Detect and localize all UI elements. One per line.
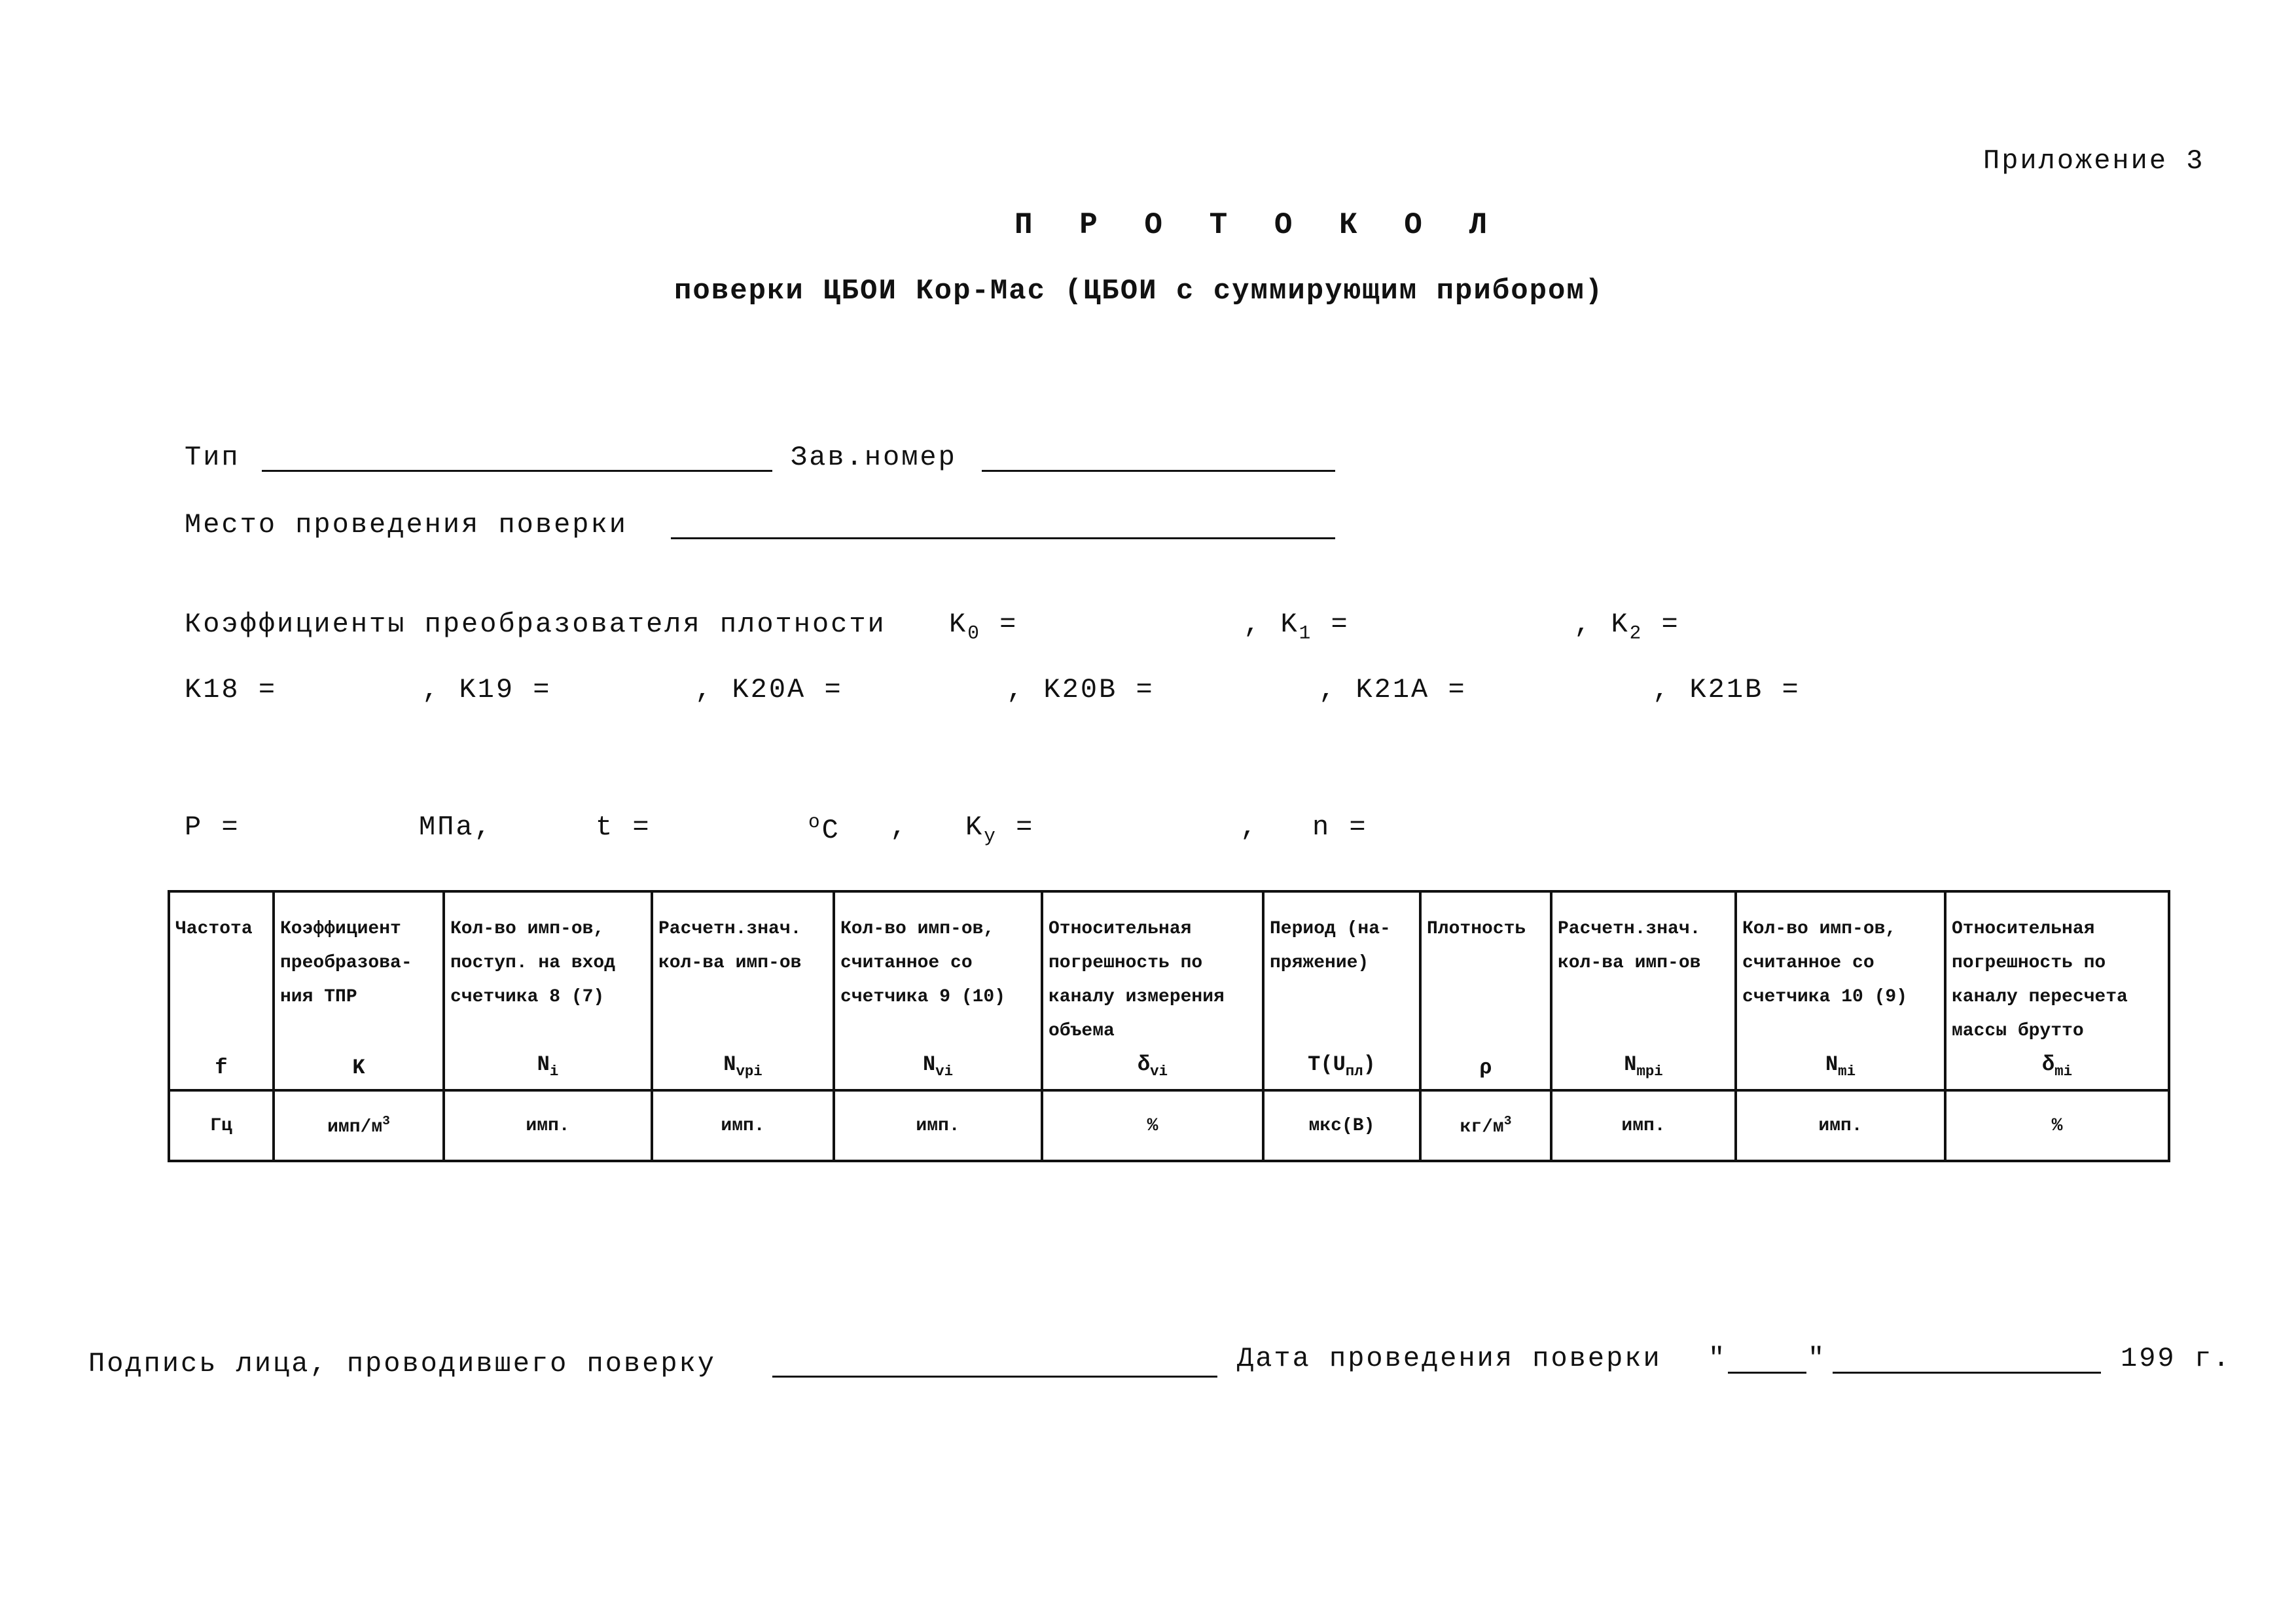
column-symbol: $N_{vpi}$ <box>723 1052 762 1080</box>
k2-term: , $K_2$ = <box>1574 609 1680 645</box>
protocol-table <box>168 890 2170 1162</box>
column-unit: % <box>1042 1090 1263 1161</box>
column-symbol: $\delta_{mi}$ <box>2041 1052 2073 1080</box>
column-description: Коэффициент преобразова- ния ТПР <box>280 919 412 1007</box>
serial-label: Зав.номер <box>791 442 957 473</box>
k18-term: K18 = <box>185 674 278 705</box>
column-header-7 <box>1420 891 1551 1090</box>
column-header-9 <box>1736 891 1945 1090</box>
column-description: Расчетн.знач. кол-ва имп-ов <box>658 919 802 973</box>
type-label: Тип <box>185 442 240 473</box>
signature-label: Подпись лица, проводившего поверку <box>88 1348 716 1380</box>
appendix-label: Приложение 3 <box>1983 145 2205 177</box>
column-unit: Гц <box>169 1090 274 1161</box>
density-coef-label: Коэффициенты преобразователя плотности <box>185 609 886 640</box>
pressure-unit: МПа, <box>419 812 493 843</box>
type-field[interactable] <box>262 446 772 475</box>
k0-term: $K_0$ = <box>949 609 1018 645</box>
k20b-term: , K20B = <box>1007 674 1155 705</box>
pressure-label: P = <box>185 812 240 843</box>
signature-field[interactable] <box>772 1352 1217 1381</box>
k21b-term: , K21B = <box>1653 674 1801 705</box>
column-header-6 <box>1263 891 1420 1090</box>
table-unit-row <box>169 1090 2169 1161</box>
k20a-term: , K20A = <box>695 674 843 705</box>
column-header-4 <box>834 891 1042 1090</box>
column-unit: имп. <box>834 1090 1042 1161</box>
ky-term: $K_y$ = <box>965 812 1035 847</box>
column-unit: имп/$м^3$ <box>274 1090 444 1161</box>
temperature-label: t = <box>596 812 651 843</box>
column-header-10 <box>1945 891 2169 1090</box>
date-month-field[interactable] <box>1833 1348 2101 1377</box>
column-unit: % <box>1945 1090 2169 1161</box>
column-header-8 <box>1551 891 1736 1090</box>
place-label: Место проведения поверки <box>185 509 628 541</box>
place-field[interactable] <box>671 514 1335 543</box>
comma-2: , <box>1240 812 1259 843</box>
k19-term: , K19 = <box>422 674 552 705</box>
column-unit: имп. <box>1551 1090 1736 1161</box>
column-description: Кол-во имп-ов, считанное со счетчика 9 (10) <box>840 919 1006 1007</box>
n-label: n = <box>1312 812 1368 843</box>
date-day-field[interactable] <box>1728 1348 1806 1377</box>
column-header-0 <box>169 891 274 1090</box>
column-description: Расчетн.знач. кол-ва имп-ов <box>1558 919 1701 973</box>
comma-1: , <box>890 812 909 843</box>
column-symbol: $N_{mi}$ <box>1825 1052 1856 1080</box>
column-symbol: $\delta_{vi}$ <box>1137 1052 1168 1080</box>
date-year: 199 г. <box>2121 1343 2232 1374</box>
document-title: П Р О Т О К О Л <box>1014 208 1502 242</box>
column-header-1 <box>274 891 444 1090</box>
column-description: Плотность <box>1427 919 1526 939</box>
k1-term: , $K_1$ = <box>1244 609 1350 645</box>
column-symbol: ρ <box>1479 1056 1492 1080</box>
column-symbol: $T(U_{пл})$ <box>1308 1052 1376 1080</box>
column-symbol: $N_{mpi}$ <box>1624 1052 1663 1080</box>
column-unit: имп. <box>1736 1090 1945 1161</box>
column-description: Относительная погрешность по каналу измерения объема <box>1049 919 1225 1041</box>
column-unit: имп. <box>444 1090 652 1161</box>
column-description: Кол-во имп-ов, поступ. на вход счетчика 8 (7) <box>450 919 616 1007</box>
date-label: Дата проведения поверки <box>1237 1343 1662 1374</box>
temperature-unit: $^о$C <box>808 812 840 847</box>
date-day-quote-open: " <box>1708 1343 1727 1374</box>
document-subtitle: поверки ЦБОИ Кор-Мас (ЦБОИ с суммирующим прибором) <box>674 275 1604 308</box>
column-header-3 <box>652 891 834 1090</box>
serial-field[interactable] <box>982 446 1335 475</box>
column-symbol: $N_i$ <box>537 1052 559 1080</box>
column-symbol: K <box>352 1056 365 1080</box>
column-description: Период (на- пряжение) <box>1270 919 1391 973</box>
column-symbol: $N_{vi}$ <box>922 1052 954 1080</box>
column-description: Частота <box>175 919 253 939</box>
column-unit: $кг/м^3$ <box>1420 1090 1551 1161</box>
column-description: Кол-во имп-ов, считанное со счетчика 10 (9) <box>1742 919 1908 1007</box>
column-header-2 <box>444 891 652 1090</box>
date-day-quote-close: " <box>1808 1343 1827 1374</box>
column-unit: мкс(В) <box>1263 1090 1420 1161</box>
table-header-row <box>169 891 2169 1090</box>
column-symbol: f <box>215 1056 228 1080</box>
column-description: Относительная погрешность по каналу пересчета массы брутто <box>1952 919 2128 1041</box>
column-header-5 <box>1042 891 1263 1090</box>
k21a-term: , K21A = <box>1319 674 1467 705</box>
column-unit: имп. <box>652 1090 834 1161</box>
